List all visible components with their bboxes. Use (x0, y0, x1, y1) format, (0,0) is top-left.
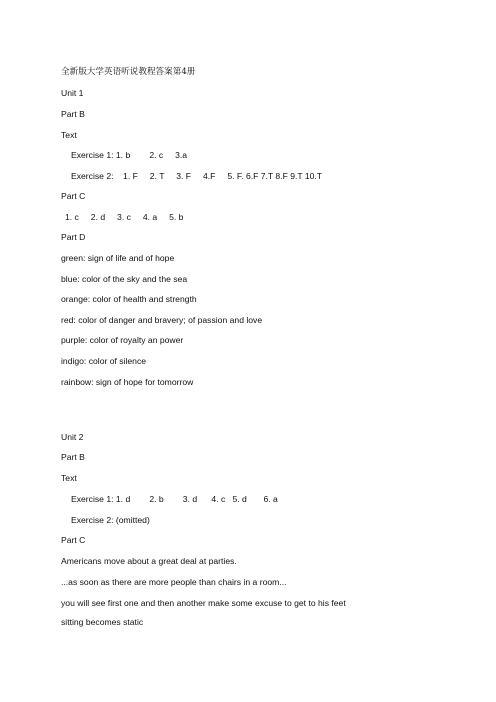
unit1-part-c-answers: 1. c 2. d 3. c 4. a 5. b (65, 212, 184, 222)
unit2-part-c: Part C (61, 535, 86, 545)
unit1-part-c: Part C (61, 191, 86, 201)
unit1-exercise1: Exercise 1: 1. b 2. c 3.a (71, 150, 188, 160)
unit2-part-c-line: sitting becomes static (61, 617, 144, 627)
unit2-part-b: Part B (61, 452, 85, 462)
color-line: purple: color of royalty an power (61, 335, 184, 345)
color-line: blue: color of the sky and the sea (61, 274, 188, 284)
unit2-heading: Unit 2 (61, 432, 84, 442)
unit2-text-label: Text (61, 473, 77, 483)
unit2-exercise2: Exercise 2: (omitted) (71, 515, 150, 525)
color-line: green: sign of life and of hope (61, 253, 175, 263)
unit1-heading: Unit 1 (61, 88, 84, 98)
document-title: 全新版大学英语听说教程答案第4册 (61, 67, 196, 77)
unit2-part-c-line: Americans move about a great deal at parties. (61, 556, 237, 566)
unit1-text-label: Text (61, 130, 77, 140)
unit1-exercise2: Exercise 2: 1. F 2. T 3. F 4.F 5. F. 6.F 7.T 8.F 9.T 10.T (71, 171, 323, 181)
unit1-part-d: Part D (61, 232, 86, 242)
color-line: indigo: color of silence (61, 356, 147, 366)
unit2-part-c-line: ...as soon as there are more people than chairs in a room... (61, 577, 287, 587)
color-line: orange: color of health and strength (61, 294, 197, 304)
unit1-part-b: Part B (61, 109, 85, 119)
color-line: red: color of danger and bravery; of passion and love (61, 315, 263, 325)
color-line: rainbow: sign of hope for tomorrow (61, 377, 194, 387)
unit2-part-c-line: you will see first one and then another make some excuse to get to his feet (61, 598, 346, 608)
unit2-exercise1: Exercise 1: 1. d 2. b 3. d 4. c 5. d 6. a (71, 494, 278, 504)
